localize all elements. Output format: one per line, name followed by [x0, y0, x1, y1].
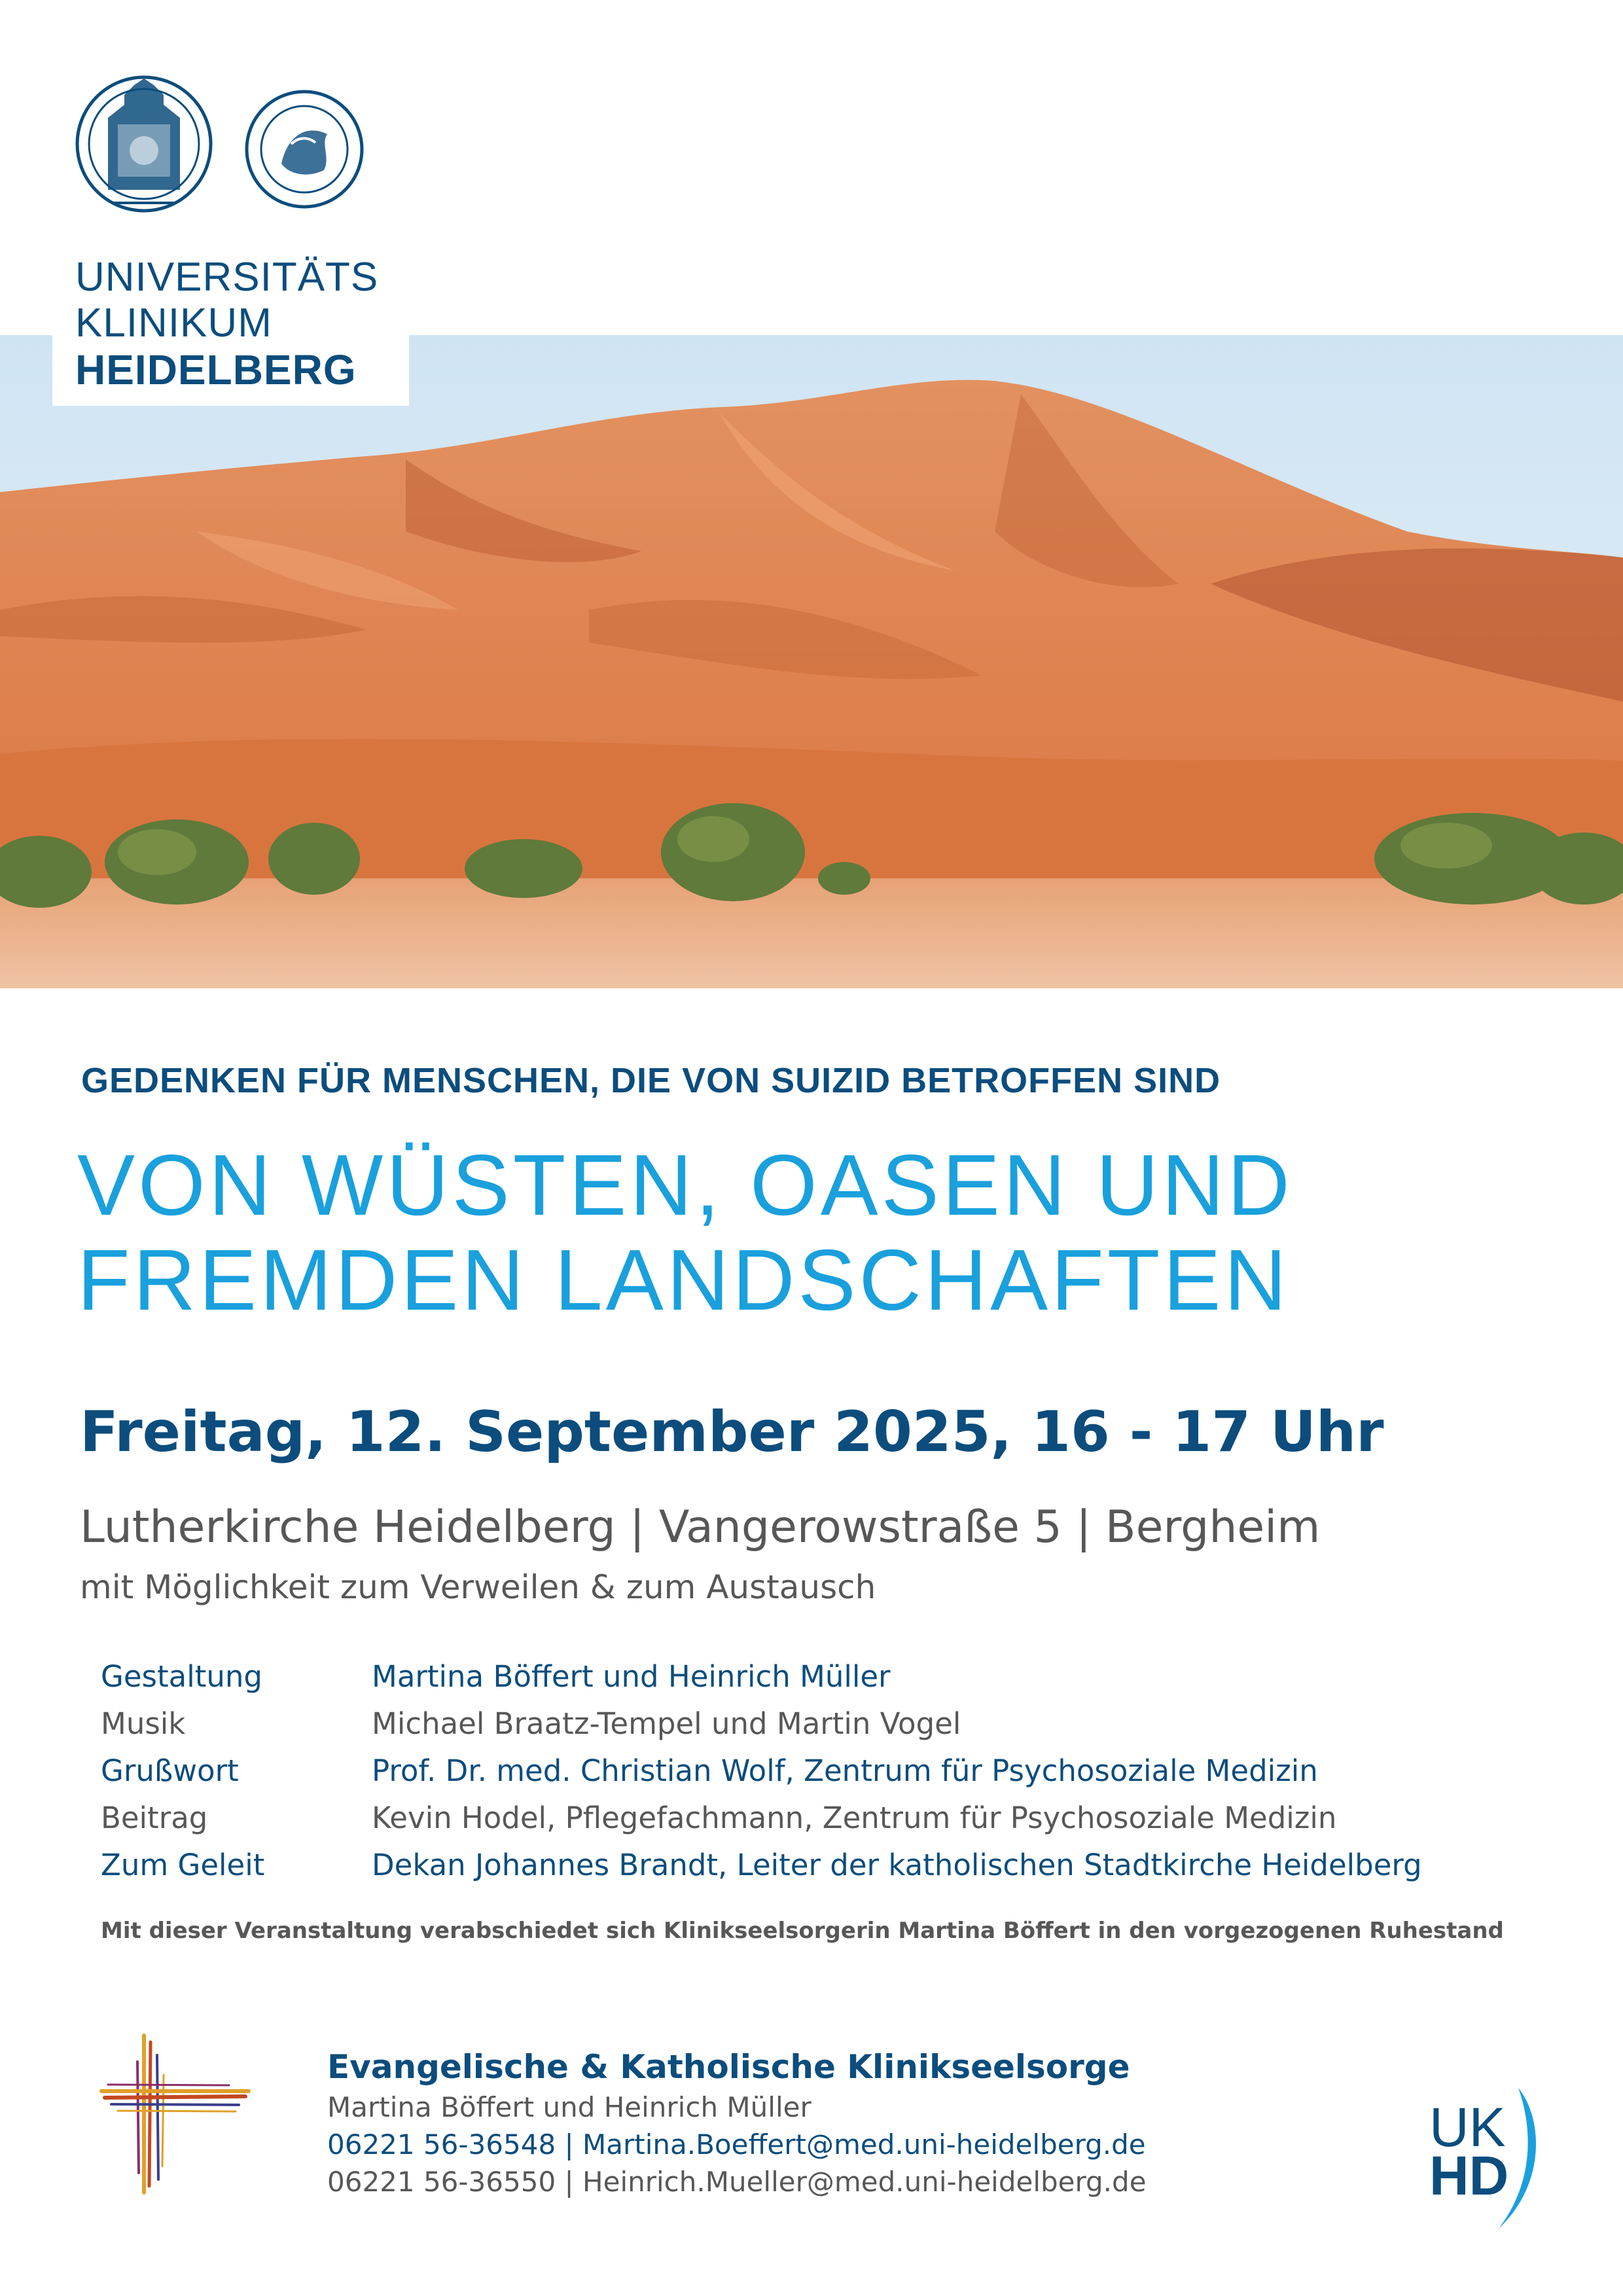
program-role: Musik [101, 1706, 186, 1741]
logo-line-1: UNIVERSITÄTS [75, 255, 379, 300]
contact-line-mueller[interactable]: 06221 56-36550 | Heinrich.Mueller@med.uni-heidelberg.de [327, 2166, 1147, 2198]
program-row [101, 1801, 1573, 1848]
contact-title: Evangelische & Katholische Klinikseelsorge [327, 2048, 1130, 2086]
event-subtitle: GEDENKEN FÜR MENSCHEN, DIE VON SUIZID BETROFFEN SIND [81, 1061, 1221, 1100]
event-note: mit Möglichkeit zum Verweilen & zum Austausch [80, 1568, 876, 1606]
desert-dunes-photo [0, 335, 1623, 988]
program-person: Prof. Dr. med. Christian Wolf, Zentrum für Psychosoziale Medizin [372, 1753, 1318, 1788]
event-title-line-1: VON WÜSTEN, OASEN UND [77, 1137, 1293, 1233]
ukhd-logo-line-2: HD [1429, 2145, 1509, 2206]
desert-dunes-illustration [0, 335, 1623, 988]
program-row [101, 1659, 1573, 1706]
event-datetime: Freitag, 12. September 2025, 16 - 17 Uhr [80, 1399, 1384, 1465]
program-role: Grußwort [101, 1753, 239, 1788]
university-seal-icon [77, 77, 211, 211]
medical-faculty-seal-icon [247, 92, 362, 207]
event-title-line-2: FREMDEN LANDSCHAFTEN [77, 1232, 1290, 1328]
contact-block [327, 2047, 1147, 2199]
logo-line-3: HEIDELBERG [75, 346, 357, 393]
ukhd-logo [1420, 2081, 1551, 2232]
program-person: Dekan Johannes Brandt, Leiter der katholischen Stadtkirche Heidelberg [372, 1848, 1422, 1882]
contact-line-boeffert[interactable]: 06221 56-36548 | Martina.Boeffert@med.uni-heidelberg.de [327, 2128, 1146, 2161]
program-list [101, 1659, 1573, 1895]
program-row [101, 1753, 1573, 1801]
uniklinikum-wordmark [52, 249, 409, 406]
logo-line-2: KLINIKUM [75, 300, 272, 346]
program-role: Beitrag [101, 1801, 208, 1835]
contact-names: Martina Böffert und Heinrich Müller [327, 2091, 812, 2123]
program-role: Zum Geleit [101, 1848, 265, 1882]
program-row [101, 1706, 1573, 1753]
farewell-note: Mit dieser Veranstaltung verabschiedet sich Klinikseelsorgerin Martina Böffert in den vorgezogenen Ruhestand [101, 1918, 1504, 1944]
program-row [101, 1848, 1573, 1895]
ukhd-logo-line-1: UK [1429, 2096, 1506, 2158]
cross-icon [98, 2029, 255, 2199]
university-seals [72, 72, 373, 229]
program-person: Michael Braatz-Tempel und Martin Vogel [372, 1706, 961, 1741]
program-role: Gestaltung [101, 1659, 262, 1694]
program-person: Kevin Hodel, Pflegefachmann, Zentrum für Psychosoziale Medizin [372, 1801, 1337, 1835]
event-location: Lutherkirche Heidelberg | Vangerowstraße 5 | Bergheim [80, 1501, 1321, 1553]
program-person: Martina Böffert und Heinrich Müller [372, 1659, 891, 1694]
